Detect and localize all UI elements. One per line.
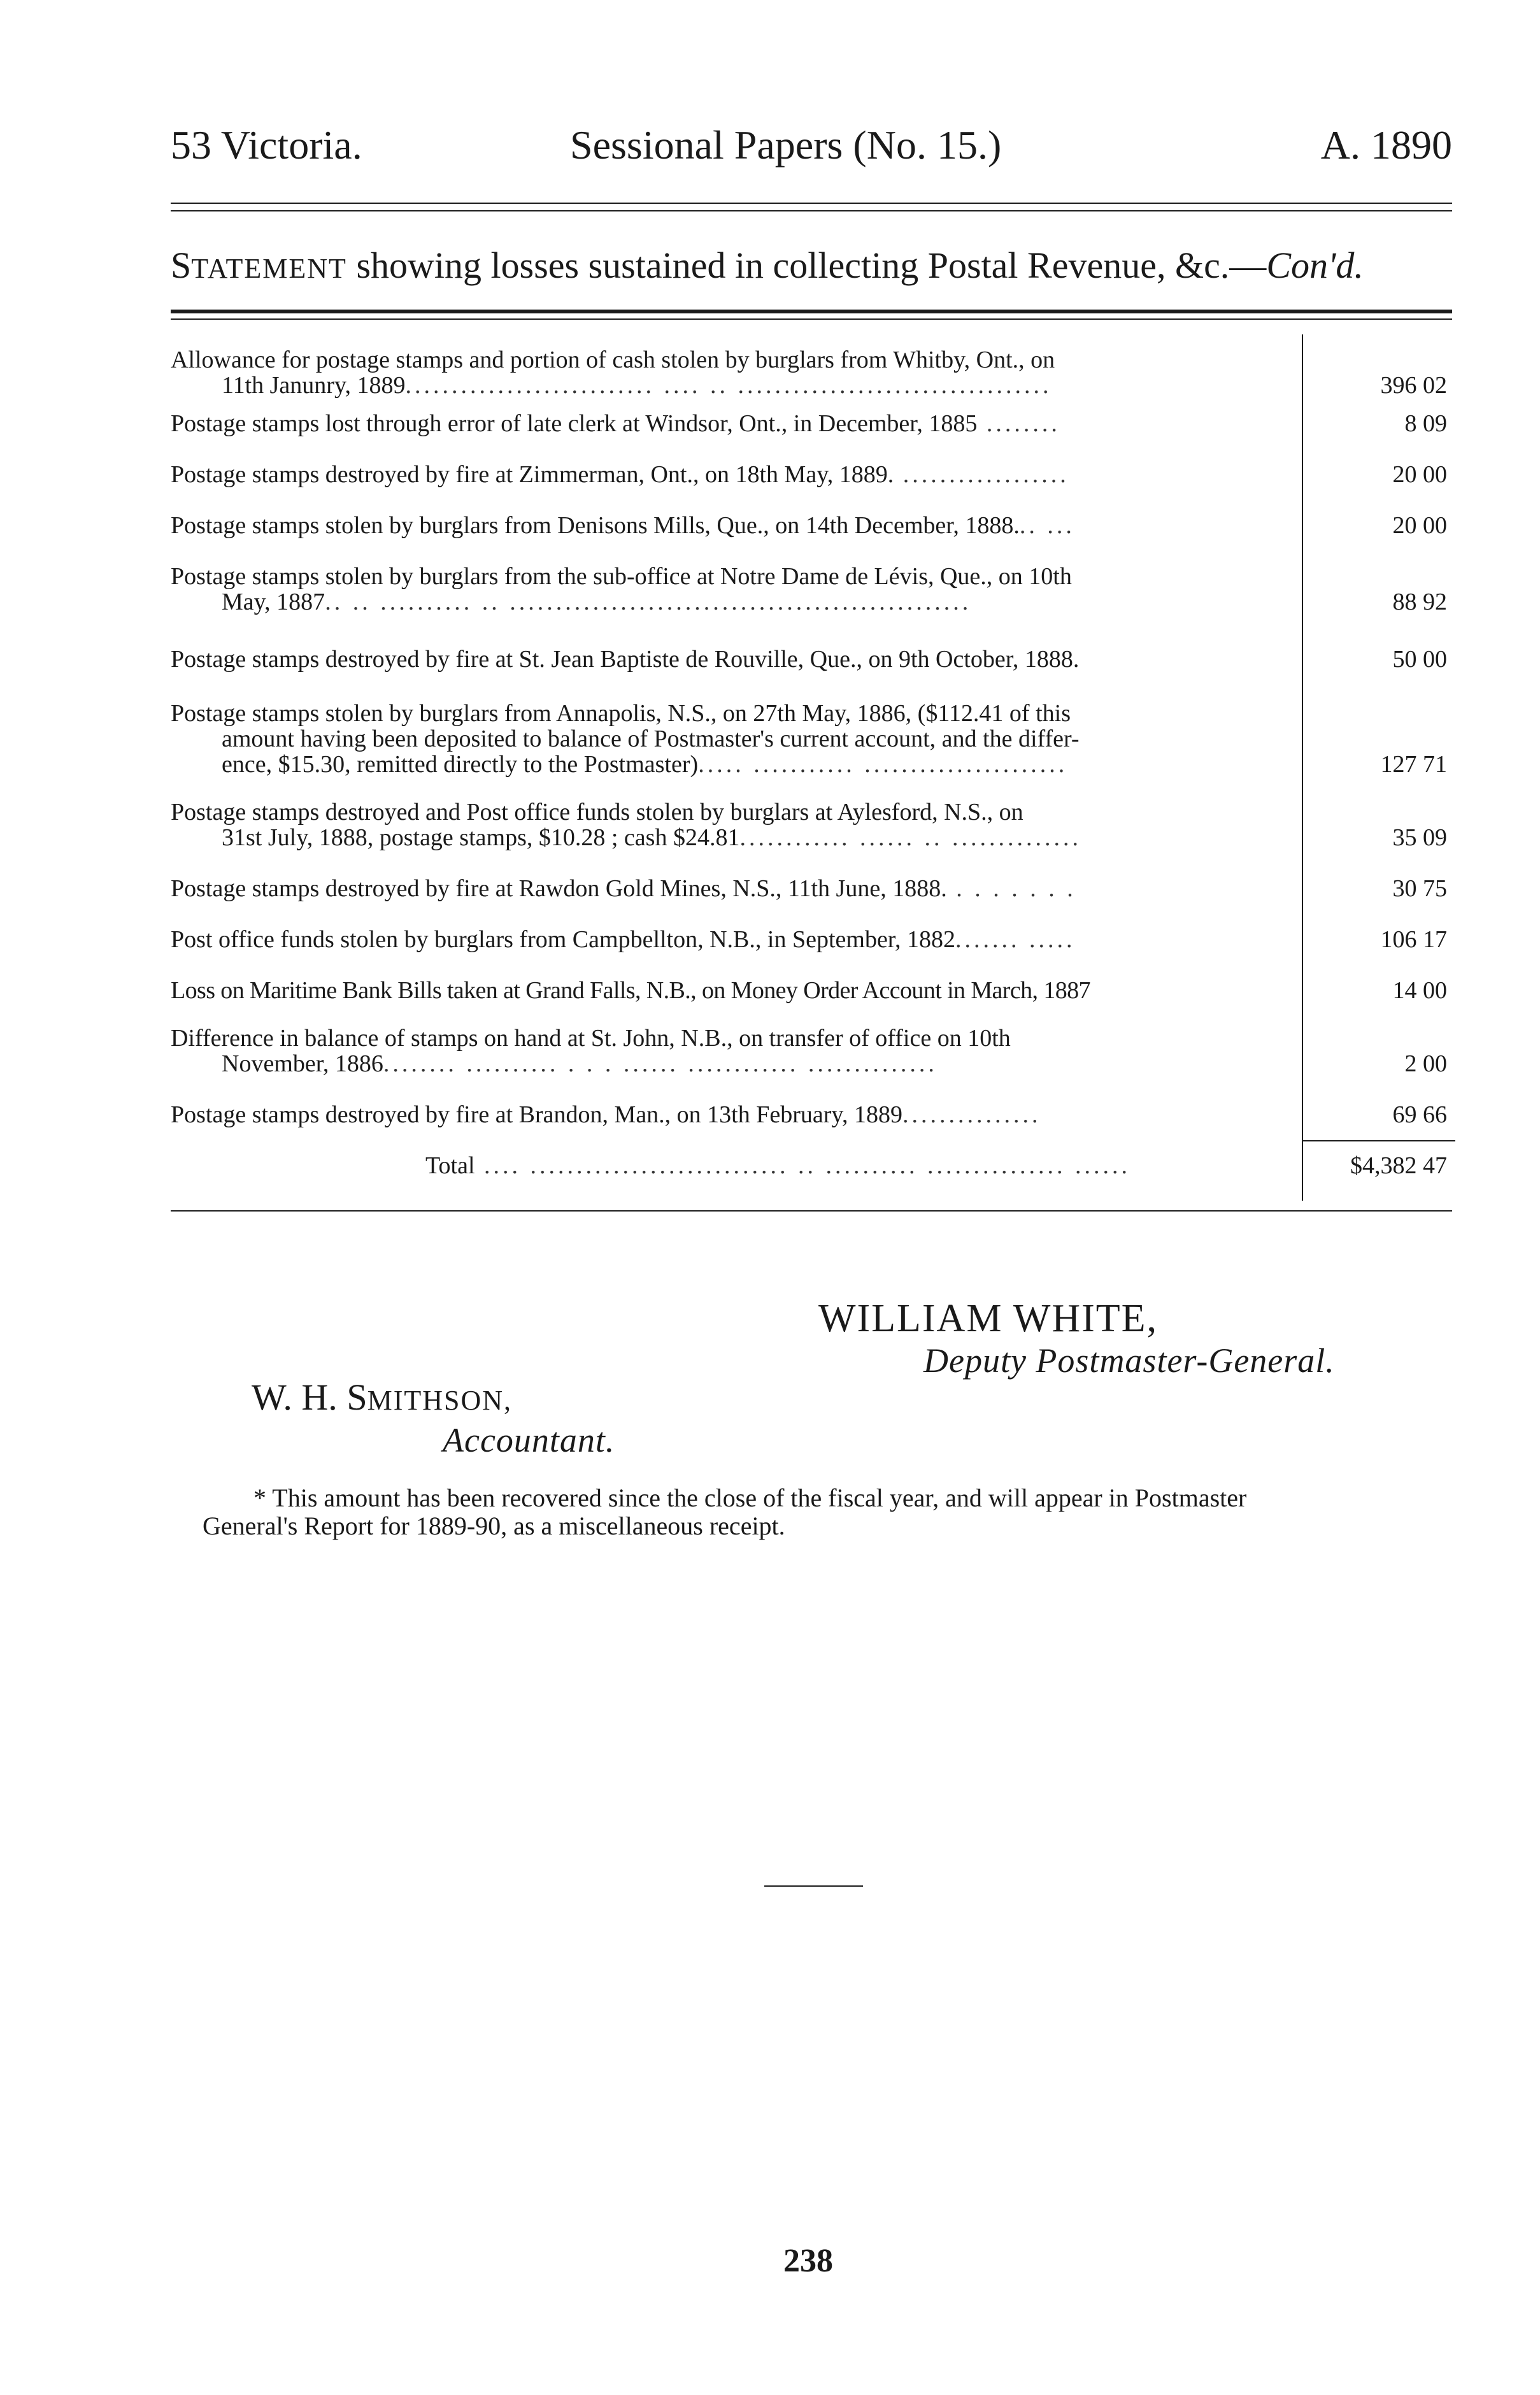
page-number: 238 xyxy=(783,2243,833,2279)
row-amount: 106 17 xyxy=(1380,926,1447,953)
row-description: Postage stamps destroyed by fire at Rawdon Gold Mines, N.S., 11th June, 1888. . . . . . . . xyxy=(171,875,1076,902)
row-description: Postage stamps destroyed by fire at Brandon, Man., on 13th February, 1889............... xyxy=(171,1101,1041,1128)
header-right: A. 1890 xyxy=(1320,122,1452,168)
row-amount: 2 00 xyxy=(1404,1050,1447,1077)
accountant-title: Accountant. xyxy=(443,1421,615,1459)
header-rule-top xyxy=(171,203,1452,204)
statement-heading xyxy=(171,243,1452,291)
row-description: Postage stamps destroyed and Post office funds stolen by burglars at Aylesford, N.S., on 31st July, 1888, postage stamps, $10.28 ; cash $24.81............ ...... .. .............. xyxy=(171,799,1081,851)
row-description: Post office funds stolen by burglars from Campbellton, N.B., in September, 1882....... ..... xyxy=(171,926,1076,953)
footnote-line-2: General's Report for 1889-90, as a miscellaneous receipt. xyxy=(203,1512,785,1540)
total-label: Total xyxy=(425,1152,475,1179)
row-amount: 69 66 xyxy=(1392,1101,1447,1128)
header-center: Sessional Papers (No. 15.) xyxy=(570,122,1002,168)
row-amount: 50 00 xyxy=(1392,646,1447,673)
row-amount: 35 09 xyxy=(1392,824,1447,851)
total-description: Total .... ............................ .. .......... ............... ...... xyxy=(425,1152,1131,1179)
footnote xyxy=(203,1484,1441,1540)
deputy-name: WILLIAM WHITE, xyxy=(818,1297,1159,1340)
row-amount: 127 71 xyxy=(1380,751,1447,778)
footnote-line-1: * This amount has been recovered since the close of the fiscal year, and will appear in Postmaster xyxy=(253,1483,1247,1512)
row-description: Postage stamps destroyed by fire at St. Jean Baptiste de Rouville, Que., on 9th October, 1888. xyxy=(171,646,1080,673)
row-amount: 20 00 xyxy=(1392,512,1447,539)
row-description: Postage stamps stolen by burglars from Denisons Mills, Que., on 14th December, 1888... ... xyxy=(171,512,1075,539)
statement-contd: Con'd. xyxy=(1266,245,1364,286)
row-description: Postage stamps lost through error of late clerk at Windsor, Ont., in December, 1885 ........ xyxy=(171,410,1060,437)
row-description: Postage stamps stolen by burglars from Annapolis, N.S., on 27th May, 1886, ($112.41 of this amount having been deposited to balance of Postmaster's current account, and the differ- ence, $15.30, remitted directly to the Postmaster)..... ........... ...................... xyxy=(171,700,1080,778)
statement-caps-rest: TATEMENT xyxy=(191,253,347,284)
row-amount: 14 00 xyxy=(1392,977,1447,1004)
row-description: Loss on Maritime Bank Bills taken at Grand Falls, N.B., on Money Order Account in March, 1887 xyxy=(171,977,1090,1004)
row-amount: 20 00 xyxy=(1392,461,1447,488)
table-bottom-rule xyxy=(171,1210,1452,1212)
statement-rule-thin xyxy=(171,318,1452,320)
row-description: Difference in balance of stamps on hand at St. John, N.B., on transfer of office on 10th November, 1886........ .......... . . . ...... ............ .............. xyxy=(171,1025,1011,1077)
statement-rule-thick xyxy=(171,310,1452,313)
row-description: Allowance for postage stamps and portion of cash stolen by burglars from Whitby, Ont., on 11th Janunry, 1889........................... .... .. .................................. xyxy=(171,347,1055,399)
row-amount: 396 02 xyxy=(1380,372,1447,399)
total-amount: $4,382 47 xyxy=(1350,1152,1447,1179)
closing-rule xyxy=(764,1885,863,1887)
row-description: Postage stamps stolen by burglars from the sub-office at Notre Dame de Lévis, Que., on 10th May, 1887.. .. .......... .. .................................................. xyxy=(171,563,1072,615)
header-left: 53 Victoria. xyxy=(171,122,362,168)
total-rule xyxy=(1302,1140,1455,1141)
statement-text: showing losses sustained in collecting Postal Revenue, &c.— xyxy=(346,245,1267,286)
row-amount: 30 75 xyxy=(1392,875,1447,902)
deputy-title: Deputy Postmaster-General. xyxy=(923,1341,1335,1380)
row-description: Postage stamps destroyed by fire at Zimmerman, Ont., on 18th May, 1889. .................. xyxy=(171,461,1069,488)
accountant-name: W. H. SMITHSON, xyxy=(252,1376,513,1418)
statement-caps-first: S xyxy=(171,245,192,286)
header-rule-bottom xyxy=(171,210,1452,211)
row-amount: 8 09 xyxy=(1404,410,1447,437)
row-amount: 88 92 xyxy=(1392,589,1447,615)
